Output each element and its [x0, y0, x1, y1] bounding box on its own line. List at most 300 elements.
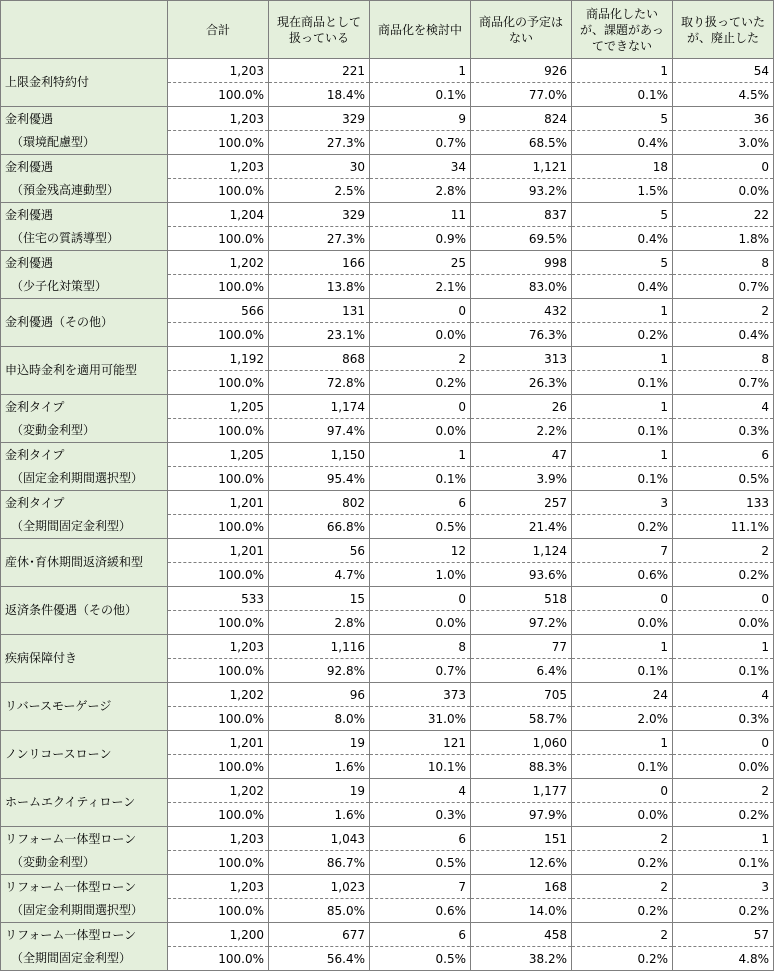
percent-cell-no-plan: 38.2%	[471, 947, 572, 971]
percent-cell-considering: 10.1%	[370, 755, 471, 779]
percent-cell-issue: 0.1%	[572, 467, 673, 491]
count-cell-discontinued: 6	[673, 443, 774, 467]
percent-cell-no-plan: 88.3%	[471, 755, 572, 779]
percent-cell-issue: 0.1%	[572, 371, 673, 395]
count-cell-no-plan: 257	[471, 491, 572, 515]
count-cell-discontinued: 54	[673, 59, 774, 83]
row-label	[1, 731, 168, 779]
percent-cell-current: 4.7%	[269, 563, 370, 587]
percent-cell-total: 100.0%	[168, 611, 269, 635]
percent-cell-discontinued: 11.1%	[673, 515, 774, 539]
header-total: 合計	[168, 1, 269, 59]
header-considering: 商品化を検討中	[370, 1, 471, 59]
row-label-line1: 上限金利特約付	[5, 75, 90, 89]
table-row-count	[1, 491, 774, 515]
row-label-line1: リバースモーゲージ	[5, 699, 112, 713]
count-cell-issue: 0	[572, 587, 673, 611]
percent-cell-total: 100.0%	[168, 563, 269, 587]
count-cell-considering: 0	[370, 299, 471, 323]
row-label-line1: 金利タイプ	[5, 495, 65, 510]
count-cell-no-plan: 151	[471, 827, 572, 851]
row-label-line1: 金利優遇	[5, 207, 54, 222]
percent-cell-total: 100.0%	[168, 947, 269, 971]
count-cell-total: 1,205	[168, 443, 269, 467]
count-cell-total: 1,192	[168, 347, 269, 371]
percent-cell-total: 100.0%	[168, 227, 269, 251]
count-cell-no-plan: 458	[471, 923, 572, 947]
percent-cell-discontinued: 0.2%	[673, 563, 774, 587]
count-cell-total: 1,201	[168, 491, 269, 515]
count-cell-no-plan: 1,177	[471, 779, 572, 803]
percent-cell-issue: 0.2%	[572, 851, 673, 875]
percent-cell-issue: 0.1%	[572, 83, 673, 107]
count-cell-issue: 1	[572, 299, 673, 323]
count-cell-current: 329	[269, 107, 370, 131]
count-cell-no-plan: 313	[471, 347, 572, 371]
count-cell-discontinued: 133	[673, 491, 774, 515]
table-row-count	[1, 155, 774, 179]
percent-cell-discontinued: 4.8%	[673, 947, 774, 971]
percent-cell-considering: 0.5%	[370, 851, 471, 875]
percent-cell-issue: 2.0%	[572, 707, 673, 731]
percent-cell-no-plan: 77.0%	[471, 83, 572, 107]
table-row-count	[1, 251, 774, 275]
count-cell-discontinued: 8	[673, 347, 774, 371]
percent-cell-issue: 0.2%	[572, 947, 673, 971]
percent-cell-no-plan: 76.3%	[471, 323, 572, 347]
header-current: 現在商品として扱っている	[269, 1, 370, 59]
percent-cell-discontinued: 0.4%	[673, 323, 774, 347]
count-cell-no-plan: 1,060	[471, 731, 572, 755]
count-cell-considering: 373	[370, 683, 471, 707]
count-cell-current: 19	[269, 779, 370, 803]
count-cell-issue: 24	[572, 683, 673, 707]
percent-cell-discontinued: 4.5%	[673, 83, 774, 107]
percent-cell-no-plan: 93.2%	[471, 179, 572, 203]
percent-cell-total: 100.0%	[168, 323, 269, 347]
table-row-count	[1, 779, 774, 803]
count-cell-no-plan: 1,124	[471, 539, 572, 563]
percent-cell-total: 100.0%	[168, 707, 269, 731]
percent-cell-discontinued: 0.2%	[673, 899, 774, 923]
table-row-count	[1, 347, 774, 371]
table-row-count	[1, 395, 774, 419]
count-cell-total: 1,202	[168, 251, 269, 275]
count-cell-current: 96	[269, 683, 370, 707]
percent-cell-no-plan: 6.4%	[471, 659, 572, 683]
count-cell-no-plan: 824	[471, 107, 572, 131]
count-cell-current: 1,150	[269, 443, 370, 467]
count-cell-issue: 1	[572, 395, 673, 419]
percent-cell-current: 72.8%	[269, 371, 370, 395]
percent-cell-total: 100.0%	[168, 83, 269, 107]
percent-cell-considering: 0.9%	[370, 227, 471, 251]
count-cell-issue: 5	[572, 203, 673, 227]
percent-cell-current: 8.0%	[269, 707, 370, 731]
count-cell-total: 1,201	[168, 539, 269, 563]
table-row-count	[1, 107, 774, 131]
row-label-line1: 金利優遇	[5, 159, 54, 174]
count-cell-considering: 1	[370, 59, 471, 83]
percent-cell-issue: 0.0%	[572, 803, 673, 827]
percent-cell-discontinued: 1.8%	[673, 227, 774, 251]
count-cell-discontinued: 1	[673, 635, 774, 659]
count-cell-discontinued: 1	[673, 827, 774, 851]
count-cell-total: 1,202	[168, 683, 269, 707]
row-label-line2: （固定金利期間選択型）	[11, 470, 144, 485]
percent-cell-issue: 0.2%	[572, 323, 673, 347]
count-cell-total: 566	[168, 299, 269, 323]
row-label-line1: 産休･育休期間返済緩和型	[5, 555, 144, 569]
row-label-line1: 疾病保障付き	[5, 651, 78, 665]
header-no-plan: 商品化の予定はない	[471, 1, 572, 59]
count-cell-current: 131	[269, 299, 370, 323]
count-cell-considering: 9	[370, 107, 471, 131]
percent-cell-considering: 0.2%	[370, 371, 471, 395]
row-label-line1: ノンリコースローン	[5, 747, 112, 761]
percent-cell-current: 92.8%	[269, 659, 370, 683]
percent-cell-issue: 0.4%	[572, 275, 673, 299]
percent-cell-discontinued: 0.3%	[673, 419, 774, 443]
percent-cell-discontinued: 0.1%	[673, 851, 774, 875]
count-cell-total: 1,202	[168, 779, 269, 803]
count-cell-considering: 25	[370, 251, 471, 275]
count-cell-discontinued: 22	[673, 203, 774, 227]
table-row-count	[1, 875, 774, 899]
count-cell-discontinued: 2	[673, 779, 774, 803]
row-label	[1, 491, 168, 539]
percent-cell-discontinued: 3.0%	[673, 131, 774, 155]
percent-cell-considering: 2.1%	[370, 275, 471, 299]
row-label	[1, 827, 168, 875]
row-label-line1: 金利優遇	[5, 111, 54, 126]
percent-cell-considering: 1.0%	[370, 563, 471, 587]
count-cell-discontinued: 36	[673, 107, 774, 131]
row-label	[1, 347, 168, 395]
percent-cell-total: 100.0%	[168, 275, 269, 299]
count-cell-issue: 5	[572, 251, 673, 275]
count-cell-considering: 0	[370, 395, 471, 419]
row-label-line1: 金利タイプ	[5, 447, 65, 462]
percent-cell-total: 100.0%	[168, 467, 269, 491]
percent-cell-discontinued: 0.0%	[673, 179, 774, 203]
percent-cell-current: 13.8%	[269, 275, 370, 299]
percent-cell-no-plan: 3.9%	[471, 467, 572, 491]
count-cell-current: 802	[269, 491, 370, 515]
count-cell-current: 15	[269, 587, 370, 611]
row-label	[1, 875, 168, 923]
count-cell-no-plan: 998	[471, 251, 572, 275]
row-label	[1, 635, 168, 683]
count-cell-current: 868	[269, 347, 370, 371]
percent-cell-no-plan: 97.2%	[471, 611, 572, 635]
count-cell-total: 1,200	[168, 923, 269, 947]
count-cell-current: 166	[269, 251, 370, 275]
row-label-line1: 申込時金利を適用可能型	[5, 363, 138, 377]
row-label-line2: （全期間固定金利型）	[11, 950, 132, 965]
count-cell-issue: 3	[572, 491, 673, 515]
count-cell-current: 56	[269, 539, 370, 563]
percent-cell-no-plan: 68.5%	[471, 131, 572, 155]
count-cell-no-plan: 168	[471, 875, 572, 899]
count-cell-issue: 1	[572, 347, 673, 371]
count-cell-total: 1,203	[168, 827, 269, 851]
count-cell-considering: 4	[370, 779, 471, 803]
percent-cell-current: 2.8%	[269, 611, 370, 635]
percent-cell-no-plan: 97.9%	[471, 803, 572, 827]
count-cell-considering: 34	[370, 155, 471, 179]
percent-cell-considering: 31.0%	[370, 707, 471, 731]
count-cell-total: 1,203	[168, 59, 269, 83]
count-cell-current: 1,116	[269, 635, 370, 659]
count-cell-total: 1,203	[168, 155, 269, 179]
count-cell-current: 1,043	[269, 827, 370, 851]
count-cell-considering: 0	[370, 587, 471, 611]
percent-cell-current: 86.7%	[269, 851, 370, 875]
row-label-line2: （環境配慮型）	[11, 134, 96, 149]
row-label-line1: 金利優遇	[5, 255, 54, 270]
percent-cell-no-plan: 2.2%	[471, 419, 572, 443]
percent-cell-no-plan: 58.7%	[471, 707, 572, 731]
table-row-count	[1, 299, 774, 323]
count-cell-total: 1,203	[168, 635, 269, 659]
percent-cell-total: 100.0%	[168, 371, 269, 395]
count-cell-considering: 8	[370, 635, 471, 659]
count-cell-considering: 6	[370, 491, 471, 515]
percent-cell-considering: 0.0%	[370, 611, 471, 635]
percent-cell-considering: 0.0%	[370, 323, 471, 347]
row-label-line1: 金利タイプ	[5, 399, 65, 414]
count-cell-no-plan: 432	[471, 299, 572, 323]
percent-cell-discontinued: 0.5%	[673, 467, 774, 491]
percent-cell-discontinued: 0.0%	[673, 611, 774, 635]
count-cell-issue: 7	[572, 539, 673, 563]
count-cell-no-plan: 926	[471, 59, 572, 83]
table-row-count	[1, 59, 774, 83]
percent-cell-current: 97.4%	[269, 419, 370, 443]
count-cell-issue: 1	[572, 59, 673, 83]
count-cell-considering: 11	[370, 203, 471, 227]
percent-cell-discontinued: 0.7%	[673, 371, 774, 395]
count-cell-no-plan: 837	[471, 203, 572, 227]
percent-cell-current: 2.5%	[269, 179, 370, 203]
percent-cell-total: 100.0%	[168, 755, 269, 779]
count-cell-considering: 2	[370, 347, 471, 371]
percent-cell-issue: 0.2%	[572, 515, 673, 539]
percent-cell-current: 23.1%	[269, 323, 370, 347]
count-cell-discontinued: 8	[673, 251, 774, 275]
count-cell-discontinued: 0	[673, 155, 774, 179]
count-cell-no-plan: 518	[471, 587, 572, 611]
row-label-line1: リフォーム一体型ローン	[5, 879, 137, 894]
table-row-count	[1, 827, 774, 851]
percent-cell-issue: 0.1%	[572, 755, 673, 779]
percent-cell-total: 100.0%	[168, 515, 269, 539]
row-label-line2: （全期間固定金利型）	[11, 518, 132, 533]
count-cell-issue: 18	[572, 155, 673, 179]
count-cell-considering: 6	[370, 827, 471, 851]
percent-cell-discontinued: 0.7%	[673, 275, 774, 299]
percent-cell-no-plan: 83.0%	[471, 275, 572, 299]
count-cell-current: 1,174	[269, 395, 370, 419]
percent-cell-total: 100.0%	[168, 659, 269, 683]
percent-cell-total: 100.0%	[168, 851, 269, 875]
count-cell-current: 677	[269, 923, 370, 947]
row-label-line1: 返済条件優遇（その他）	[5, 603, 138, 617]
percent-cell-total: 100.0%	[168, 131, 269, 155]
percent-cell-current: 56.4%	[269, 947, 370, 971]
count-cell-issue: 1	[572, 635, 673, 659]
percent-cell-issue: 1.5%	[572, 179, 673, 203]
count-cell-discontinued: 4	[673, 683, 774, 707]
row-label-line2: （変動金利型）	[11, 854, 96, 869]
count-cell-issue: 0	[572, 779, 673, 803]
count-cell-no-plan: 47	[471, 443, 572, 467]
percent-cell-considering: 0.5%	[370, 515, 471, 539]
row-label-line1: リフォーム一体型ローン	[5, 927, 137, 942]
count-cell-no-plan: 26	[471, 395, 572, 419]
percent-cell-total: 100.0%	[168, 419, 269, 443]
row-label-line2: （住宅の質誘導型）	[11, 230, 120, 245]
count-cell-issue: 5	[572, 107, 673, 131]
percent-cell-considering: 0.5%	[370, 947, 471, 971]
percent-cell-current: 18.4%	[269, 83, 370, 107]
count-cell-total: 1,203	[168, 107, 269, 131]
percent-cell-discontinued: 0.2%	[673, 803, 774, 827]
count-cell-issue: 2	[572, 875, 673, 899]
percent-cell-total: 100.0%	[168, 803, 269, 827]
header-item	[1, 1, 168, 59]
count-cell-considering: 1	[370, 443, 471, 467]
row-label	[1, 251, 168, 299]
row-label-line1: リフォーム一体型ローン	[5, 831, 137, 846]
count-cell-issue: 1	[572, 443, 673, 467]
percent-cell-no-plan: 21.4%	[471, 515, 572, 539]
percent-cell-discontinued: 0.1%	[673, 659, 774, 683]
row-label	[1, 155, 168, 203]
count-cell-total: 1,204	[168, 203, 269, 227]
table-row-count	[1, 731, 774, 755]
count-cell-discontinued: 2	[673, 539, 774, 563]
percent-cell-considering: 0.3%	[370, 803, 471, 827]
percent-cell-discontinued: 0.0%	[673, 755, 774, 779]
percent-cell-issue: 0.1%	[572, 419, 673, 443]
row-label-line2: （預金残高連動型）	[11, 182, 120, 197]
percent-cell-current: 1.6%	[269, 755, 370, 779]
percent-cell-issue: 0.1%	[572, 659, 673, 683]
percent-cell-total: 100.0%	[168, 899, 269, 923]
percent-cell-current: 85.0%	[269, 899, 370, 923]
percent-cell-no-plan: 14.0%	[471, 899, 572, 923]
count-cell-total: 1,205	[168, 395, 269, 419]
row-label	[1, 683, 168, 731]
percent-cell-current: 1.6%	[269, 803, 370, 827]
table-row-count	[1, 203, 774, 227]
row-label	[1, 779, 168, 827]
percent-cell-no-plan: 69.5%	[471, 227, 572, 251]
percent-cell-issue: 0.6%	[572, 563, 673, 587]
count-cell-considering: 7	[370, 875, 471, 899]
count-cell-current: 30	[269, 155, 370, 179]
count-cell-issue: 2	[572, 827, 673, 851]
percent-cell-issue: 0.4%	[572, 227, 673, 251]
percent-cell-discontinued: 0.3%	[673, 707, 774, 731]
row-label	[1, 107, 168, 155]
percent-cell-current: 95.4%	[269, 467, 370, 491]
percent-cell-considering: 0.0%	[370, 419, 471, 443]
count-cell-considering: 121	[370, 731, 471, 755]
header-discontinued: 取り扱っていたが、廃止した	[673, 1, 774, 59]
row-label	[1, 59, 168, 107]
count-cell-discontinued: 0	[673, 587, 774, 611]
table-row-count	[1, 587, 774, 611]
count-cell-no-plan: 77	[471, 635, 572, 659]
table-row-count	[1, 923, 774, 947]
row-label	[1, 395, 168, 443]
count-cell-issue: 1	[572, 731, 673, 755]
row-label	[1, 587, 168, 635]
percent-cell-no-plan: 12.6%	[471, 851, 572, 875]
row-label-line1: ホームエクイティローン	[5, 795, 136, 809]
table-body	[1, 59, 774, 971]
count-cell-total: 1,203	[168, 875, 269, 899]
percent-cell-current: 27.3%	[269, 227, 370, 251]
row-label	[1, 203, 168, 251]
count-cell-discontinued: 2	[673, 299, 774, 323]
table-row-count	[1, 683, 774, 707]
count-cell-discontinued: 0	[673, 731, 774, 755]
row-label	[1, 539, 168, 587]
row-label-line2: （少子化対策型）	[11, 278, 108, 293]
header-issue: 商品化したいが、課題があってできない	[572, 1, 673, 59]
count-cell-total: 533	[168, 587, 269, 611]
row-label	[1, 299, 168, 347]
table-row-count	[1, 539, 774, 563]
count-cell-current: 329	[269, 203, 370, 227]
percent-cell-considering: 0.7%	[370, 131, 471, 155]
count-cell-considering: 6	[370, 923, 471, 947]
table-row-count	[1, 635, 774, 659]
percent-cell-no-plan: 26.3%	[471, 371, 572, 395]
percent-cell-considering: 0.6%	[370, 899, 471, 923]
percent-cell-no-plan: 93.6%	[471, 563, 572, 587]
percent-cell-current: 27.3%	[269, 131, 370, 155]
percent-cell-total: 100.0%	[168, 179, 269, 203]
percent-cell-issue: 0.4%	[572, 131, 673, 155]
percent-cell-current: 66.8%	[269, 515, 370, 539]
count-cell-no-plan: 705	[471, 683, 572, 707]
row-label	[1, 443, 168, 491]
count-cell-current: 19	[269, 731, 370, 755]
count-cell-no-plan: 1,121	[471, 155, 572, 179]
percent-cell-issue: 0.0%	[572, 611, 673, 635]
percent-cell-issue: 0.2%	[572, 899, 673, 923]
count-cell-discontinued: 3	[673, 875, 774, 899]
count-cell-discontinued: 57	[673, 923, 774, 947]
percent-cell-considering: 0.1%	[370, 83, 471, 107]
count-cell-issue: 2	[572, 923, 673, 947]
count-cell-total: 1,201	[168, 731, 269, 755]
count-cell-discontinued: 4	[673, 395, 774, 419]
table-row-count	[1, 443, 774, 467]
percent-cell-considering: 0.1%	[370, 467, 471, 491]
count-cell-current: 221	[269, 59, 370, 83]
percent-cell-considering: 0.7%	[370, 659, 471, 683]
count-cell-considering: 12	[370, 539, 471, 563]
row-label-line2: （変動金利型）	[11, 422, 96, 437]
count-cell-current: 1,023	[269, 875, 370, 899]
percent-cell-considering: 2.8%	[370, 179, 471, 203]
